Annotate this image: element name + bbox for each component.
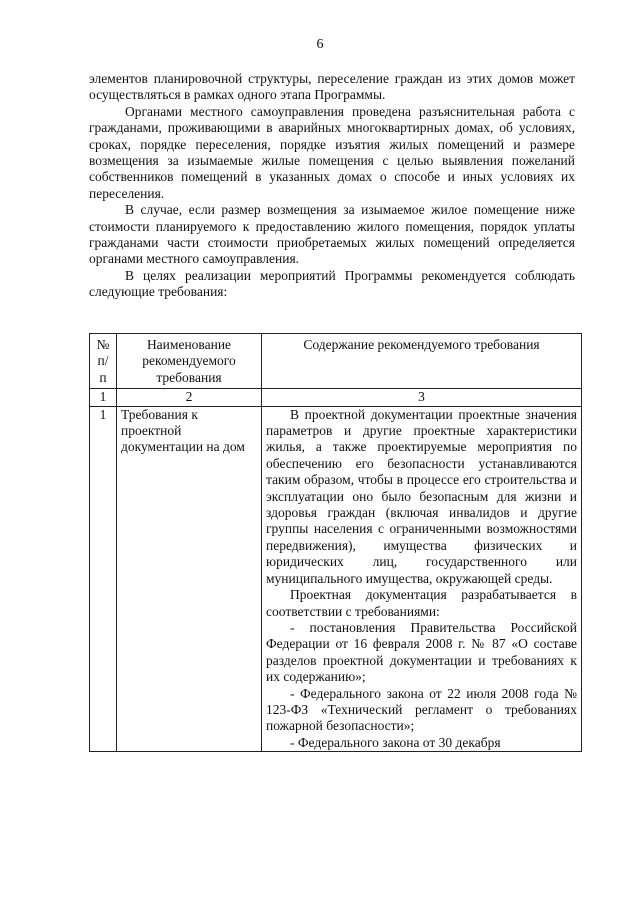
row-content [262, 406, 582, 752]
body-paragraph: В случае, если размер возмещения за изымаемое жилое помещение ниже стоимости планируемого к предоставлению жилого помещения, порядок уплаты гражданами части стоимости приобретаемых жилых помещений определяется органами местного самоуправления. [89, 202, 575, 267]
column-number: 2 [117, 389, 262, 406]
content-list-item: - Федерального закона от 30 декабря [290, 734, 501, 750]
page-number: 6 [316, 37, 324, 52]
body-text [89, 71, 575, 301]
requirements-table [89, 333, 582, 752]
column-number: 3 [262, 389, 582, 406]
table-header [90, 334, 582, 389]
body-paragraph: Органами местного самоуправления проведена разъяснительная работа с гражданами, проживающими в аварийных многоквартирных домах, об условиях, сроках, порядке переселения, порядке изъятия жилых помещений и размере возмещения за изымаемые жилые помещения с целью выявления пожеланий собственников помещений в указанных домах о способе и иных условиях их переселения. [89, 103, 575, 201]
content-paragraph: Проектная документация разрабатывается в соответствии с требованиями: [266, 587, 577, 619]
row-num: 1 [90, 406, 117, 752]
row-name: Требования к проектной документации на дом [117, 406, 262, 752]
table-header-row [90, 334, 582, 389]
body-paragraph: В целях реализации мероприятий Программы рекомендуется соблюдать следующие требования: [89, 267, 575, 300]
content-list-item: - постановления Правительства Российской Федерации от 16 февраля 2008 г. № 87 «О составе разделов проектной документации и требованиях к их содержанию»; [266, 619, 577, 685]
header-content: Содержание рекомендуемого требования [262, 334, 582, 389]
header-name: Наименование рекомендуемого требования [117, 334, 262, 389]
content-list-item: - Федерального закона от 22 июля 2008 года № 123-ФЗ «Технический регламент о требованиях пожарной безопасности»; [266, 685, 577, 734]
content-paragraph: В проектной документации проектные значения параметров и другие проектные характеристики жилья, а также проектируемые мероприятия по обеспечению его безопасности устанавливаются таким образом, чтобы в процессе его строительства и эксплуатации оно было безопасным для жизни и здоровья граждан (включая инвалидов и другие группы населения с ограниченными возможностями передвижения), имущества физических и юридических лиц, государственного или муниципального имущества, окружающей среды. [266, 406, 577, 586]
column-number-row [90, 389, 582, 406]
body-paragraph: элементов планировочной структуры, переселение граждан из этих домов может осуществляться в рамках одного этапа Программы. [89, 71, 575, 103]
header-num: № п/п [90, 334, 117, 389]
table-row [90, 406, 582, 752]
column-number: 1 [90, 389, 117, 406]
